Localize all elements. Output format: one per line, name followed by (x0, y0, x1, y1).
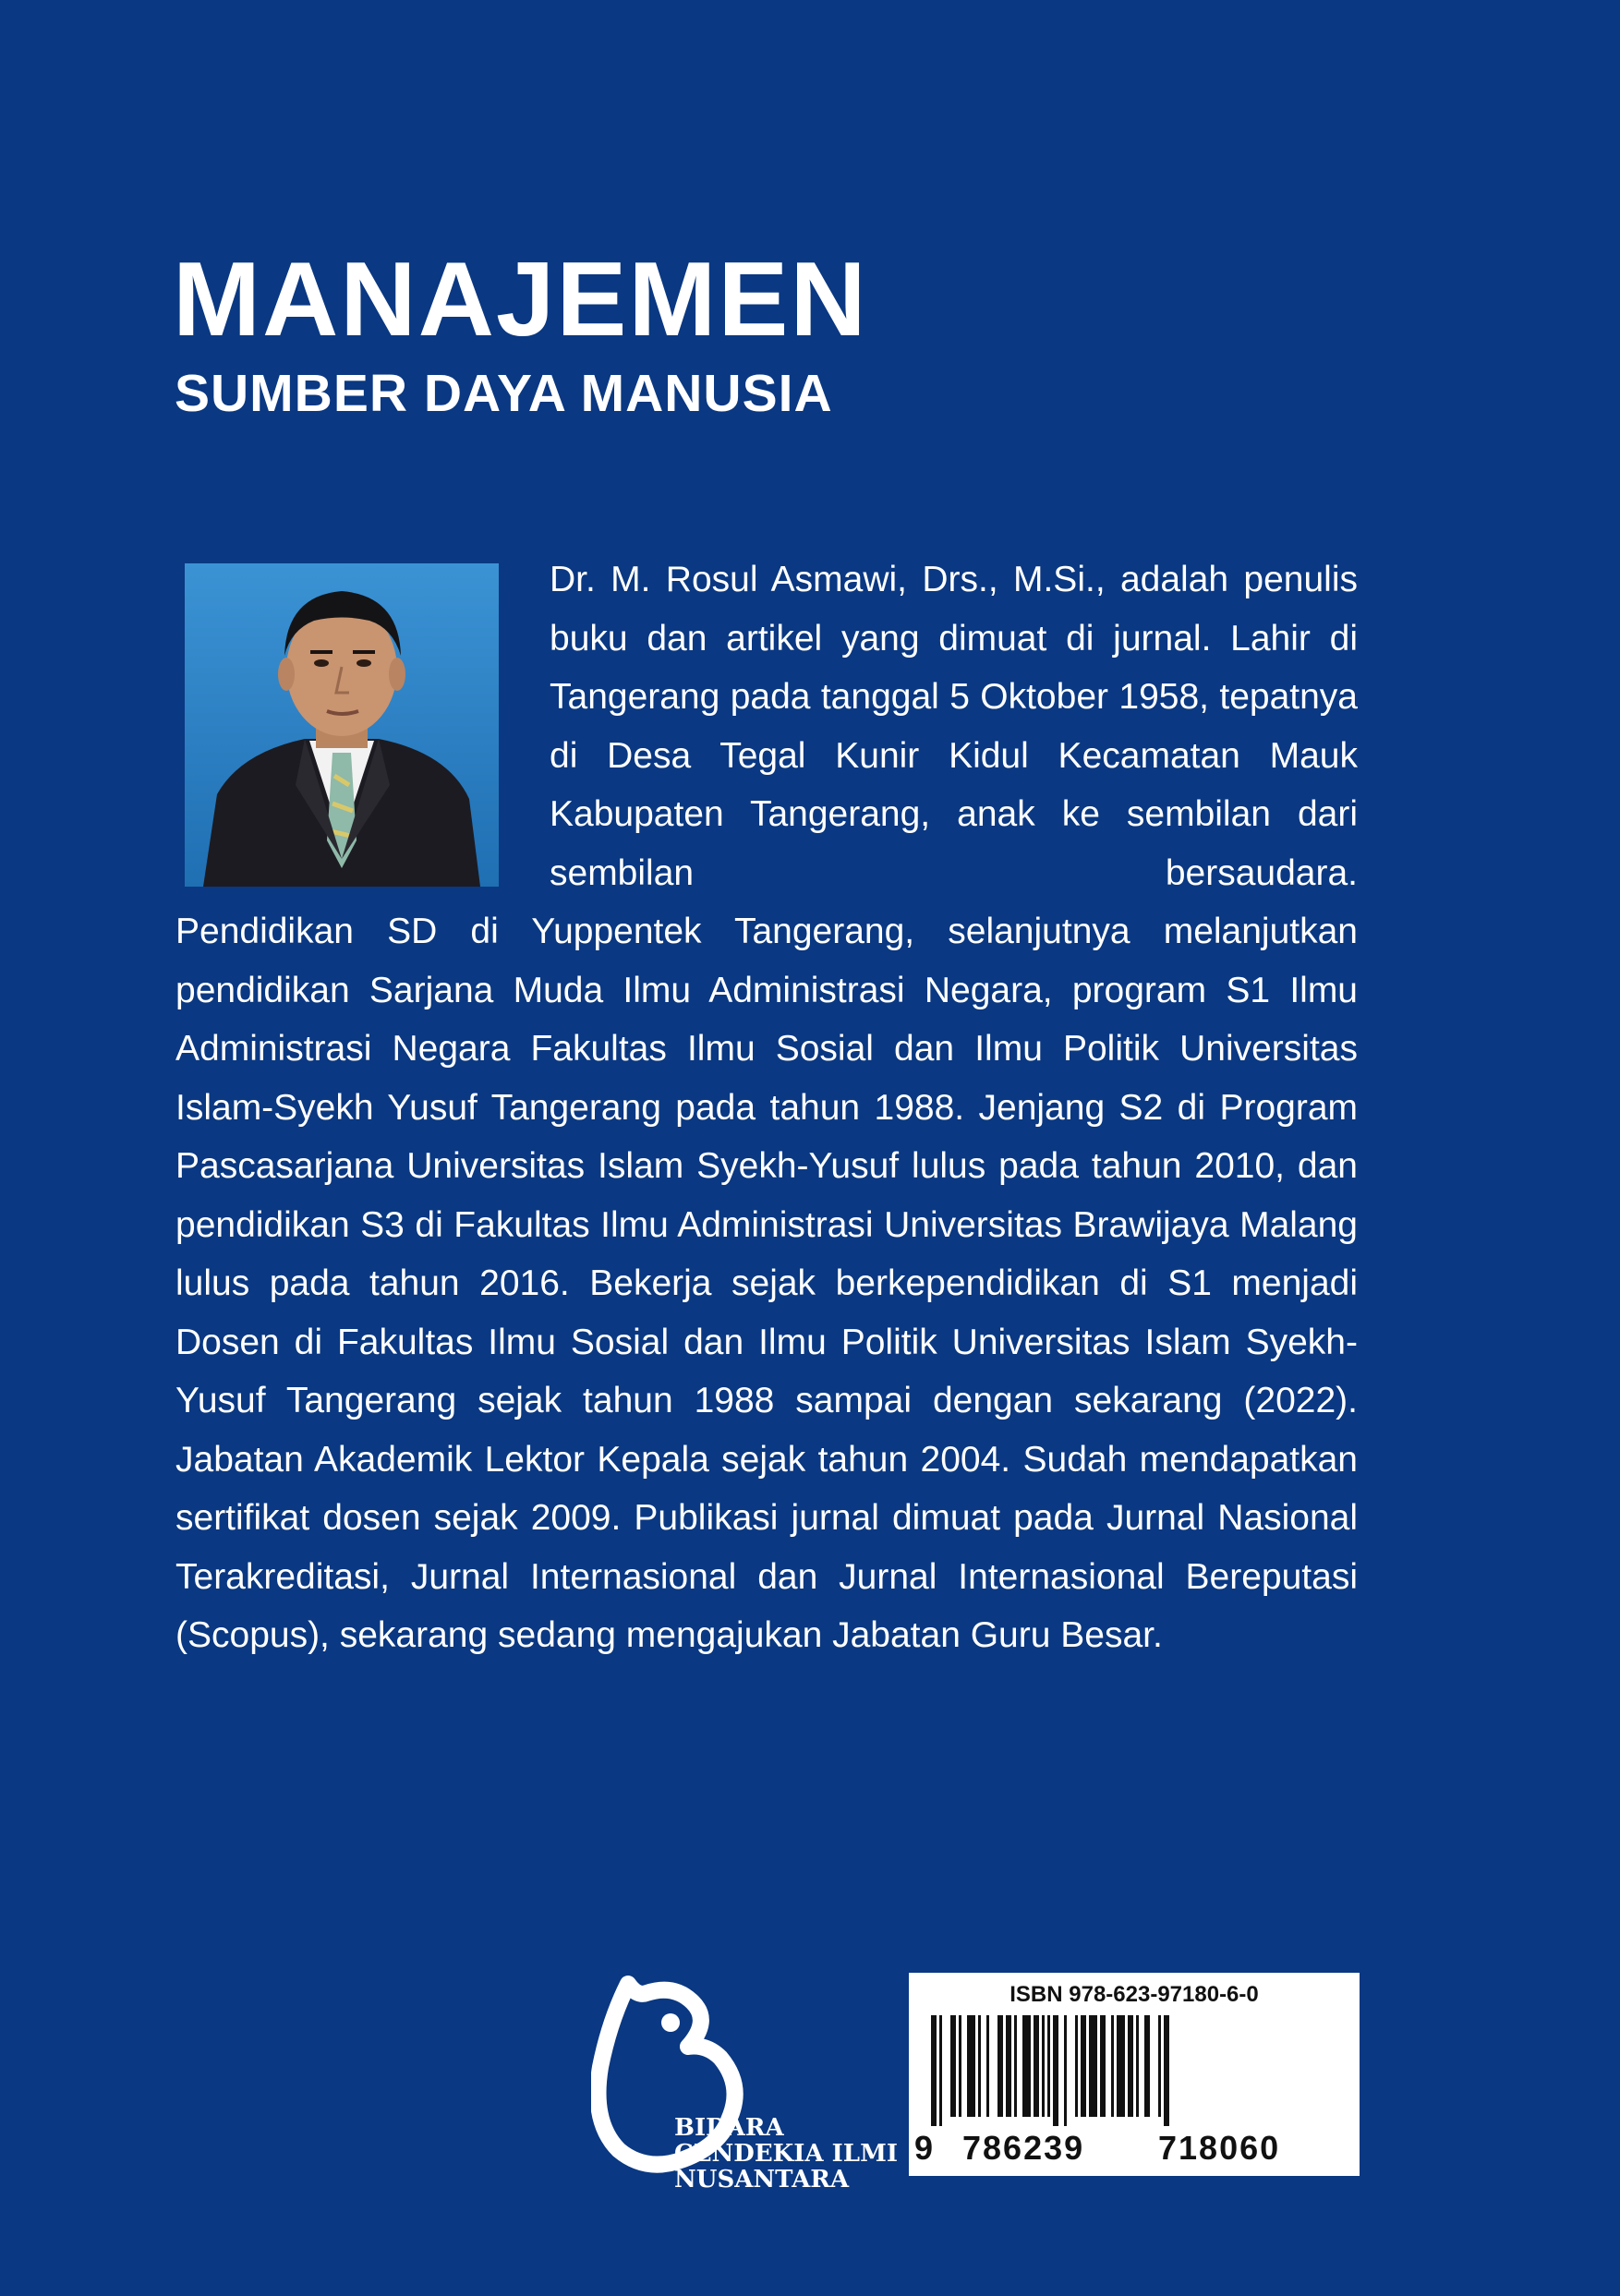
barcode-bar (986, 2015, 989, 2117)
barcode-bar (1075, 2015, 1078, 2117)
book-subtitle: SUMBER DAYA MANUSIA (175, 364, 833, 423)
barcode-bar (1164, 2015, 1169, 2126)
barcode-bar (1064, 2015, 1067, 2126)
barcode-bar (1117, 2015, 1125, 2117)
isbn-digit-first: 9 (914, 2129, 936, 2167)
barcode-bars (931, 2015, 1337, 2126)
isbn-digits-left: 786239 (962, 2129, 1085, 2167)
barcode-bar (1042, 2015, 1045, 2117)
barcode-bar (1022, 2015, 1031, 2117)
author-photo (185, 563, 499, 887)
barcode-bar (967, 2015, 975, 2117)
barcode-bar (978, 2015, 981, 2117)
barcode-bar (1158, 2015, 1161, 2117)
barcode-bar (1128, 2015, 1133, 2117)
isbn-label: ISBN 978-623-97180-6-0 (1009, 1982, 1259, 2007)
barcode-bar (1089, 2015, 1097, 2117)
barcode-bar (1100, 2015, 1106, 2117)
publisher-name-line3: NUSANTARA (674, 2166, 850, 2193)
author-portrait-image (185, 563, 499, 887)
barcode-bar (950, 2015, 956, 2117)
barcode-bar (1111, 2015, 1114, 2117)
barcode-bar (1081, 2015, 1086, 2117)
publisher-name-line1: BIDARA (674, 2114, 784, 2142)
book-title: MANAJEMEN (173, 241, 868, 358)
author-bio-intro: Dr. M. Rosul Asmawi, Drs., M.Si., adalah penulis buku dan artikel yang dimuat di jurnal. Lahir di Tangerang pada tanggal 5 Oktober 1958, tepatnya di Desa Tegal Kunir Kidul Kecamatan Mauk Kabupaten Tangerang, anak ke sembilan dari sembilan bersaudara. (550, 560, 1358, 893)
barcode-bar (997, 2015, 1003, 2117)
author-bio-body: Pendidikan SD di Yuppentek Tangerang, selanjutnya melanjutkan pendidikan Sarjana Muda Ilmu Administrasi Negara, program S1 Ilmu Administrasi Negara Fakultas Ilmu Sosial dan Ilmu Politik Universitas Islam-Syekh Yusuf Tangerang pada tahun 1988. Jenjang S2 di Program Pascasarjana Universitas Islam Syekh-Yusuf lulus pada tahun 2010, dan pendidikan S3 di Fakultas Ilmu Administrasi Universitas Brawijaya Malang lulus pada tahun 2016. Bekerja sejak berkependidikan di S1 menjadi Dosen di Fakultas Ilmu Sosial dan Ilmu Politik Universitas Islam Syekh-Yusuf Tangerang sejak tahun 1988 sampai dengan sekarang (2022). Jabatan Akademik Lektor Kepala sejak tahun 2004. Sudah mendapatkan sertifikat dosen sejak 2009. Publikasi jurnal dimuat pada Jurnal Nasional Terakreditasi, Jurnal Internasional dan Jurnal Internasional Bereputasi (Scopus), sekarang sedang mengajukan Jabatan Guru Besar. (175, 912, 1358, 1655)
isbn-barcode (909, 1973, 1360, 2176)
barcode-bar (1034, 2015, 1039, 2117)
publisher-name-line2: CENDEKIA ILMI (674, 2140, 899, 2168)
barcode-bar (1136, 2015, 1139, 2117)
barcode-bar (1053, 2015, 1058, 2126)
isbn-digits-right: 718060 (1158, 2129, 1281, 2167)
barcode-bar (1144, 2015, 1150, 2117)
barcode-bar (959, 2015, 961, 2117)
barcode-bar (931, 2015, 937, 2126)
publisher-name (674, 2115, 898, 2193)
barcode-bar (939, 2015, 942, 2126)
barcode-bar (1006, 2015, 1011, 2117)
barcode-bar (1047, 2015, 1050, 2117)
barcode-bar (1014, 2015, 1017, 2117)
